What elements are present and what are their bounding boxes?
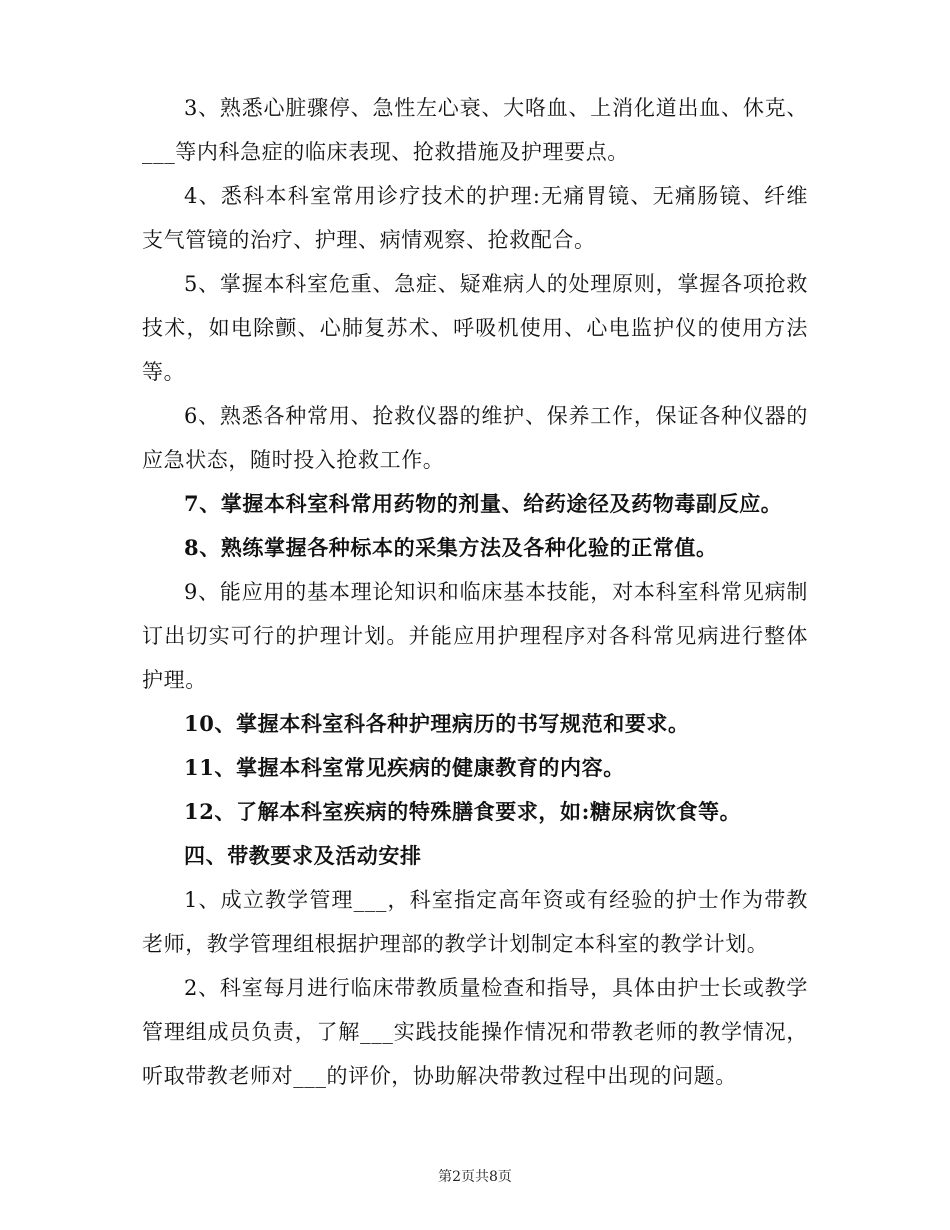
paragraph-7: 9、能应用的基本理论知识和临床基本技能，对本科室科常见病制订出切实可行的护理计划。并能应用护理程序对各科常见病进行整体护理。	[142, 580, 808, 692]
paragraph-1: 3、熟悉心脏骤停、急性左心衰、大咯血、上消化道出血、休克、___等内科急症的临床表现、抢救措施及护理要点。	[142, 96, 808, 164]
paragraph-8: 10、掌握本科室科各种护理病历的书写规范和要求。	[184, 711, 690, 736]
paragraph-4: 6、熟悉各种常用、抢救仪器的维护、保养工作，保证各种仪器的应急状态，随时投入抢救工作。	[142, 404, 808, 472]
paragraph-9: 11、掌握本科室常见疾病的健康教育的内容。	[184, 755, 625, 780]
paragraph-6: 8、熟练掌握各种标本的采集方法及各种化验的正常值。	[184, 535, 718, 560]
paragraph-5: 7、掌握本科室科常用药物的剂量、给药途径及药物毒副反应。	[184, 491, 783, 516]
paragraph-2: 4、悉科本科室常用诊疗技术的护理:无痛胃镜、无痛肠镜、纤维支气管镜的治疗、护理、病情观察、抢救配合。	[142, 184, 808, 252]
paragraph-11: 1、成立教学管理___，科室指定高年资或有经验的护士作为带教老师，教学管理组根据护理部的教学计划制定本科室的教学计划。	[142, 888, 808, 956]
document-body	[142, 86, 808, 1098]
paragraph-10: 12、了解本科室疾病的特殊膳食要求，如:糖尿病饮食等。	[184, 799, 742, 824]
page-number-footer: 第2页共8页	[438, 1169, 512, 1185]
paragraph-12: 2、科室每月进行临床带教质量检查和指导，具体由护士长或教学管理组成员负责，了解___实践技能操作情况和带教老师的教学情况，听取带教老师对___的评价，协助解决带教过程中出现的问题。	[142, 976, 808, 1088]
paragraph-3: 5、掌握本科室危重、急症、疑难病人的处理原则，掌握各项抢救技术，如电除颤、心肺复苏术、呼吸机使用、心电监护仪的使用方法等。	[142, 272, 808, 384]
section-heading: 四、带教要求及活动安排	[184, 843, 422, 868]
